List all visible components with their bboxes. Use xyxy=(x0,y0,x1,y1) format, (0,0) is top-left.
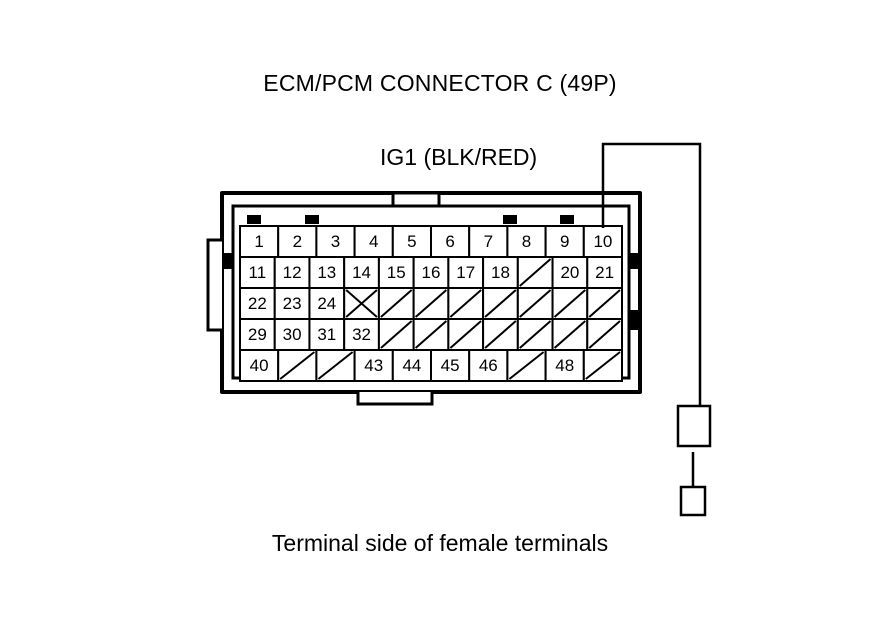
diagram-title: ECM/PCM CONNECTOR C (49P) xyxy=(263,70,617,96)
terminal-number: 16 xyxy=(421,262,441,282)
terminal-number: 21 xyxy=(595,262,615,282)
diagram-caption: Terminal side of female terminals xyxy=(271,530,609,556)
terminal-number: 45 xyxy=(440,355,460,375)
terminal-number: 6 xyxy=(445,231,455,251)
terminal-number: 15 xyxy=(386,262,406,282)
terminal-number: 14 xyxy=(352,262,372,282)
terminal-number: 24 xyxy=(317,293,337,313)
terminal-number: 12 xyxy=(282,262,302,282)
terminal-number: 2 xyxy=(292,231,303,251)
terminal-number: 23 xyxy=(282,293,302,313)
terminal-number: 18 xyxy=(490,262,510,282)
terminal-number: 7 xyxy=(483,231,494,251)
terminal-number: 4 xyxy=(368,231,379,251)
terminal-number: 32 xyxy=(352,324,372,344)
terminal-grid xyxy=(240,226,622,381)
terminal-number: 13 xyxy=(317,262,337,282)
terminal-number: 10 xyxy=(593,231,613,251)
terminal-number: 9 xyxy=(559,231,570,251)
terminal-number: 17 xyxy=(456,262,476,282)
terminal-number: 1 xyxy=(254,231,264,251)
terminal-number: 29 xyxy=(247,324,267,344)
wire-label-ig1: IG1 (BLK/RED) xyxy=(380,144,538,170)
terminal-number: 44 xyxy=(402,355,422,375)
terminal-number: 46 xyxy=(478,355,498,375)
terminal-number: 43 xyxy=(364,355,384,375)
terminal-number: 11 xyxy=(248,262,267,282)
terminal-number: 8 xyxy=(521,231,532,251)
terminal-number: 20 xyxy=(560,262,580,282)
terminal-number: 48 xyxy=(555,355,575,375)
terminal-number: 3 xyxy=(330,231,341,251)
terminal-number: 31 xyxy=(317,324,337,344)
terminal-number: 30 xyxy=(282,324,302,344)
terminal-number: 5 xyxy=(407,231,417,251)
terminal-number: 40 xyxy=(249,355,269,375)
terminal-number: 22 xyxy=(247,293,267,313)
